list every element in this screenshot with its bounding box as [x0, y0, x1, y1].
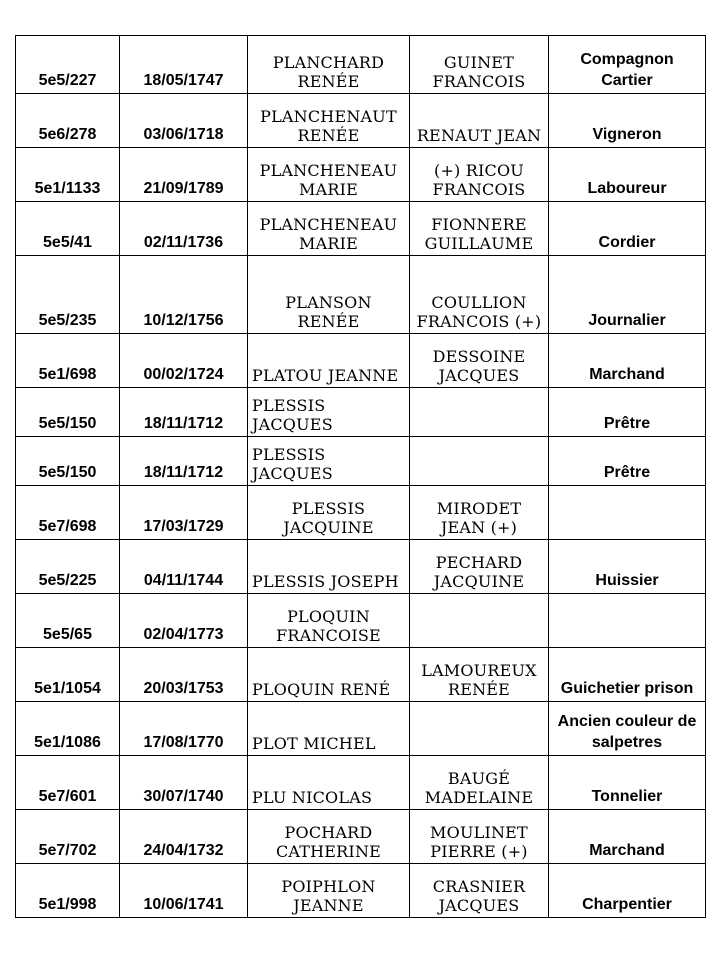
name-cell: PLESSIS JACQUES — [248, 388, 410, 437]
table-row — [16, 756, 706, 810]
reference-cell: 5e1/698 — [16, 334, 120, 388]
spouse-cell — [410, 594, 549, 648]
name-cell: PLANSON RENÉE — [248, 256, 410, 334]
spouse-cell: FIONNERE GUILLAUME — [410, 202, 549, 256]
name-cell: PLU NICOLAS — [248, 756, 410, 810]
reference-cell: 5e5/65 — [16, 594, 120, 648]
date-cell: 03/06/1718 — [120, 94, 248, 148]
date-cell: 04/11/1744 — [120, 540, 248, 594]
date-cell: 24/04/1732 — [120, 810, 248, 864]
reference-cell: 5e6/278 — [16, 94, 120, 148]
spouse-cell: BAUGÉ MADELAINE — [410, 756, 549, 810]
name-cell: PLOT MICHEL — [248, 702, 410, 756]
spouse-cell: RENAUT JEAN — [410, 94, 549, 148]
reference-cell: 5e5/235 — [16, 256, 120, 334]
name-cell: PLOQUIN FRANCOISE — [248, 594, 410, 648]
table-row — [16, 202, 706, 256]
spouse-cell — [410, 437, 549, 486]
name-cell: PLESSIS JACQUINE — [248, 486, 410, 540]
table-row — [16, 36, 706, 94]
reference-cell: 5e5/225 — [16, 540, 120, 594]
date-cell: 10/12/1756 — [120, 256, 248, 334]
spouse-cell — [410, 702, 549, 756]
reference-cell: 5e7/601 — [16, 756, 120, 810]
table-row — [16, 702, 706, 756]
table-row — [16, 94, 706, 148]
spouse-cell: CRASNIER JACQUES — [410, 864, 549, 918]
table-row — [16, 486, 706, 540]
date-cell: 02/04/1773 — [120, 594, 248, 648]
table-row — [16, 594, 706, 648]
spouse-cell: PECHARD JACQUINE — [410, 540, 549, 594]
name-cell: PLANCHENEAU MARIE — [248, 202, 410, 256]
table-row — [16, 334, 706, 388]
occupation-cell: Charpentier — [549, 864, 706, 918]
reference-cell: 5e1/1133 — [16, 148, 120, 202]
date-cell: 18/11/1712 — [120, 388, 248, 437]
date-cell: 18/11/1712 — [120, 437, 248, 486]
date-cell: 30/07/1740 — [120, 756, 248, 810]
registry-sheet — [15, 35, 706, 918]
occupation-cell: Guichetier prison — [549, 648, 706, 702]
spouse-cell — [410, 388, 549, 437]
date-cell: 17/03/1729 — [120, 486, 248, 540]
date-cell: 20/03/1753 — [120, 648, 248, 702]
spouse-cell: DESSOINE JACQUES — [410, 334, 549, 388]
occupation-cell: Laboureur — [549, 148, 706, 202]
spouse-cell: GUINET FRANCOIS — [410, 36, 549, 94]
name-cell: PLANCHENEAU MARIE — [248, 148, 410, 202]
table-row — [16, 810, 706, 864]
reference-cell: 5e5/41 — [16, 202, 120, 256]
reference-cell: 5e1/998 — [16, 864, 120, 918]
date-cell: 02/11/1736 — [120, 202, 248, 256]
occupation-cell — [549, 486, 706, 540]
occupation-cell: Prêtre — [549, 388, 706, 437]
name-cell: PLANCHARD RENÉE — [248, 36, 410, 94]
table-row — [16, 540, 706, 594]
reference-cell: 5e1/1086 — [16, 702, 120, 756]
spouse-cell: COULLION FRANCOIS (+) — [410, 256, 549, 334]
occupation-cell: Marchand — [549, 334, 706, 388]
occupation-cell — [549, 594, 706, 648]
occupation-cell: Prêtre — [549, 437, 706, 486]
occupation-cell: Ancien couleur de salpetres — [549, 702, 706, 756]
table-row — [16, 388, 706, 437]
name-cell: PLATOU JEANNE — [248, 334, 410, 388]
date-cell: 17/08/1770 — [120, 702, 248, 756]
name-cell: PLANCHENAUT RENÉE — [248, 94, 410, 148]
occupation-cell: Marchand — [549, 810, 706, 864]
reference-cell: 5e7/702 — [16, 810, 120, 864]
table-row — [16, 648, 706, 702]
reference-cell: 5e5/227 — [16, 36, 120, 94]
spouse-cell: (+) RICOU FRANCOIS — [410, 148, 549, 202]
table-row — [16, 148, 706, 202]
name-cell: PLESSIS JACQUES — [248, 437, 410, 486]
date-cell: 21/09/1789 — [120, 148, 248, 202]
name-cell: POIPHLON JEANNE — [248, 864, 410, 918]
table-row — [16, 256, 706, 334]
occupation-cell: Tonnelier — [549, 756, 706, 810]
occupation-cell: Vigneron — [549, 94, 706, 148]
name-cell: POCHARD CATHERINE — [248, 810, 410, 864]
occupation-cell: Huissier — [549, 540, 706, 594]
spouse-cell: MOULINET PIERRE (+) — [410, 810, 549, 864]
reference-cell: 5e5/150 — [16, 437, 120, 486]
registry-table — [15, 35, 706, 918]
reference-cell: 5e1/1054 — [16, 648, 120, 702]
name-cell: PLESSIS JOSEPH — [248, 540, 410, 594]
date-cell: 10/06/1741 — [120, 864, 248, 918]
spouse-cell: LAMOUREUX RENÉE — [410, 648, 549, 702]
spouse-cell: MIRODET JEAN (+) — [410, 486, 549, 540]
reference-cell: 5e5/150 — [16, 388, 120, 437]
occupation-cell: Journalier — [549, 256, 706, 334]
table-row — [16, 437, 706, 486]
occupation-cell: Compagnon Cartier — [549, 36, 706, 94]
occupation-cell: Cordier — [549, 202, 706, 256]
date-cell: 00/02/1724 — [120, 334, 248, 388]
date-cell: 18/05/1747 — [120, 36, 248, 94]
table-row — [16, 864, 706, 918]
reference-cell: 5e7/698 — [16, 486, 120, 540]
name-cell: PLOQUIN RENÉ — [248, 648, 410, 702]
